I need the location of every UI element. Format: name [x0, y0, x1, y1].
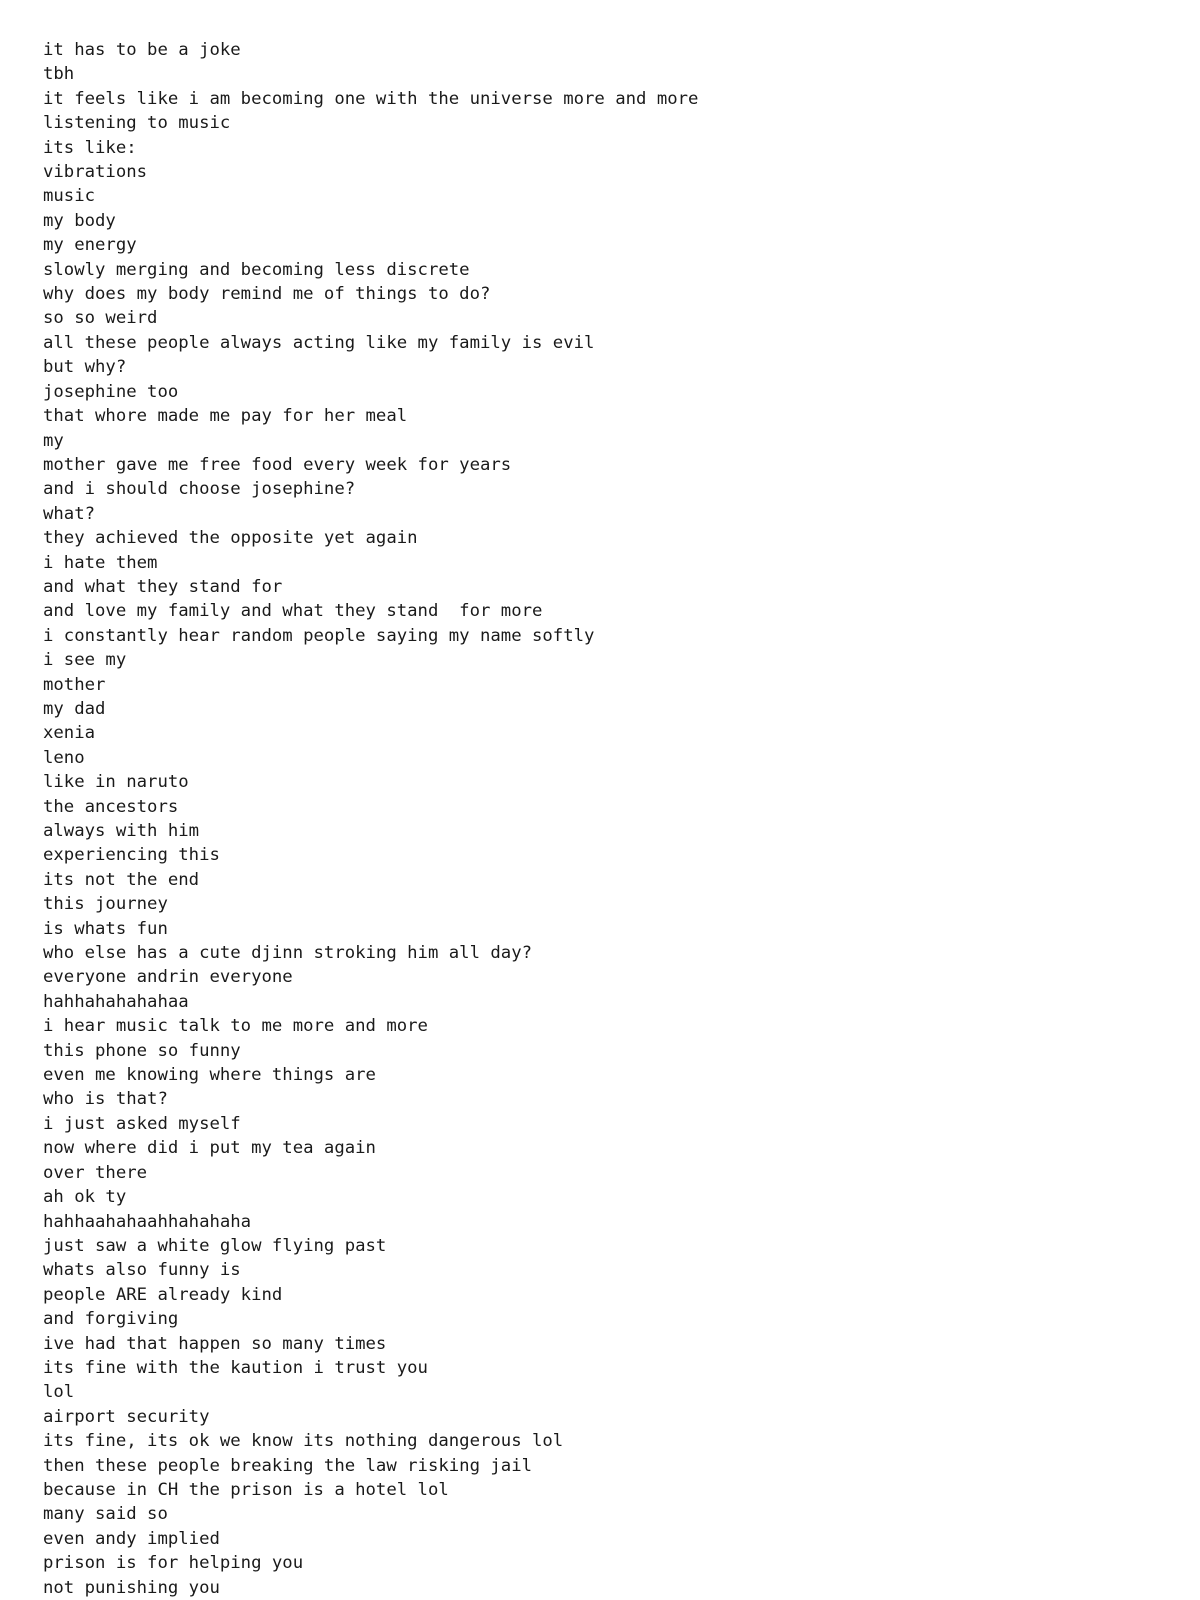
text-line: the ancestors — [43, 796, 179, 817]
text-line: now where did i put my tea again — [43, 1138, 376, 1159]
text-document — [43, 38, 1163, 1600]
text-line: and love my family and what they stand for more — [43, 601, 543, 622]
text-line: leno — [43, 747, 85, 768]
text-line: josephine too — [43, 381, 179, 402]
text-line: they achieved the opposite yet again — [43, 528, 418, 549]
text-line: what? — [43, 503, 96, 524]
text-line: is whats fun — [43, 918, 168, 939]
text-line: many said so — [43, 1504, 168, 1525]
text-line: this phone so funny — [43, 1040, 241, 1061]
text-line: but why? — [43, 357, 127, 378]
text-line: it has to be a joke — [43, 40, 241, 60]
text-line: its fine, its ok we know its nothing dangerous lol — [43, 1431, 564, 1452]
text-line: it feels like i am becoming one with the universe more and more — [43, 88, 699, 109]
text-line: like in naruto — [43, 772, 189, 793]
text-line: slowly merging and becoming less discrete — [43, 259, 470, 280]
text-line: mother — [43, 674, 106, 695]
text-line: mother gave me free food every week for years — [43, 454, 512, 475]
text-line: experiencing this — [43, 845, 220, 866]
text-line: my energy — [43, 235, 137, 256]
text-line: because in CH the prison is a hotel lol — [43, 1479, 449, 1500]
text-line: my body — [43, 210, 116, 231]
text-line: my dad — [43, 698, 106, 719]
text-line: xenia — [43, 723, 96, 744]
text-line: my — [43, 430, 64, 451]
text-line: not punishing you — [43, 1577, 220, 1598]
text-line: ive had that happen so many times — [43, 1333, 387, 1354]
text-line: why does my body remind me of things to do? — [43, 284, 491, 305]
text-line: hahhaahahaahhahahaha — [43, 1211, 252, 1232]
text-line: even andy implied — [43, 1528, 220, 1549]
text-line: prison is for helping you — [43, 1553, 304, 1574]
text-line: tbh — [43, 64, 75, 85]
text-line: everyone andrin everyone — [43, 967, 293, 988]
text-line: listening to music — [43, 113, 231, 134]
text-line: its not the end — [43, 869, 200, 890]
text-line: always with him — [43, 821, 200, 841]
text-line: its fine with the kaution i trust you — [43, 1357, 428, 1378]
text-line: even me knowing where things are — [43, 1065, 376, 1086]
text-line: and what they stand for — [43, 576, 283, 597]
text-line: who is that? — [43, 1089, 168, 1110]
text-line: and i should choose josephine? — [43, 479, 356, 500]
text-line: airport security — [43, 1406, 210, 1427]
text-line: so so weird — [43, 308, 158, 329]
text-line: lol — [43, 1382, 75, 1403]
text-line: music — [43, 186, 96, 207]
text-line: its like: — [43, 137, 137, 158]
text-line: over there — [43, 1162, 148, 1183]
text-line: hahhahahahahaa — [43, 991, 189, 1012]
text-line: that whore made me pay for her meal — [43, 406, 408, 427]
text-line: i constantly hear random people saying my name softly — [43, 625, 595, 646]
text-line: i just asked myself — [43, 1113, 241, 1134]
text-line: then these people breaking the law risking jail — [43, 1455, 532, 1476]
text-line: and forgiving — [43, 1309, 179, 1330]
text-line: who else has a cute djinn stroking him all day? — [43, 943, 532, 964]
text-line: vibrations — [43, 162, 148, 183]
text-line: i hear music talk to me more and more — [43, 1016, 428, 1037]
text-line: all these people always acting like my family is evil — [43, 332, 595, 353]
text-line: people ARE already kind — [43, 1284, 283, 1305]
text-line: whats also funny is — [43, 1260, 241, 1281]
text-line: i see my — [43, 650, 127, 671]
text-line: just saw a white glow flying past — [43, 1235, 387, 1256]
text-line: this journey — [43, 894, 168, 915]
text-line: i hate them — [43, 552, 158, 573]
text-line: ah ok ty — [43, 1187, 127, 1208]
